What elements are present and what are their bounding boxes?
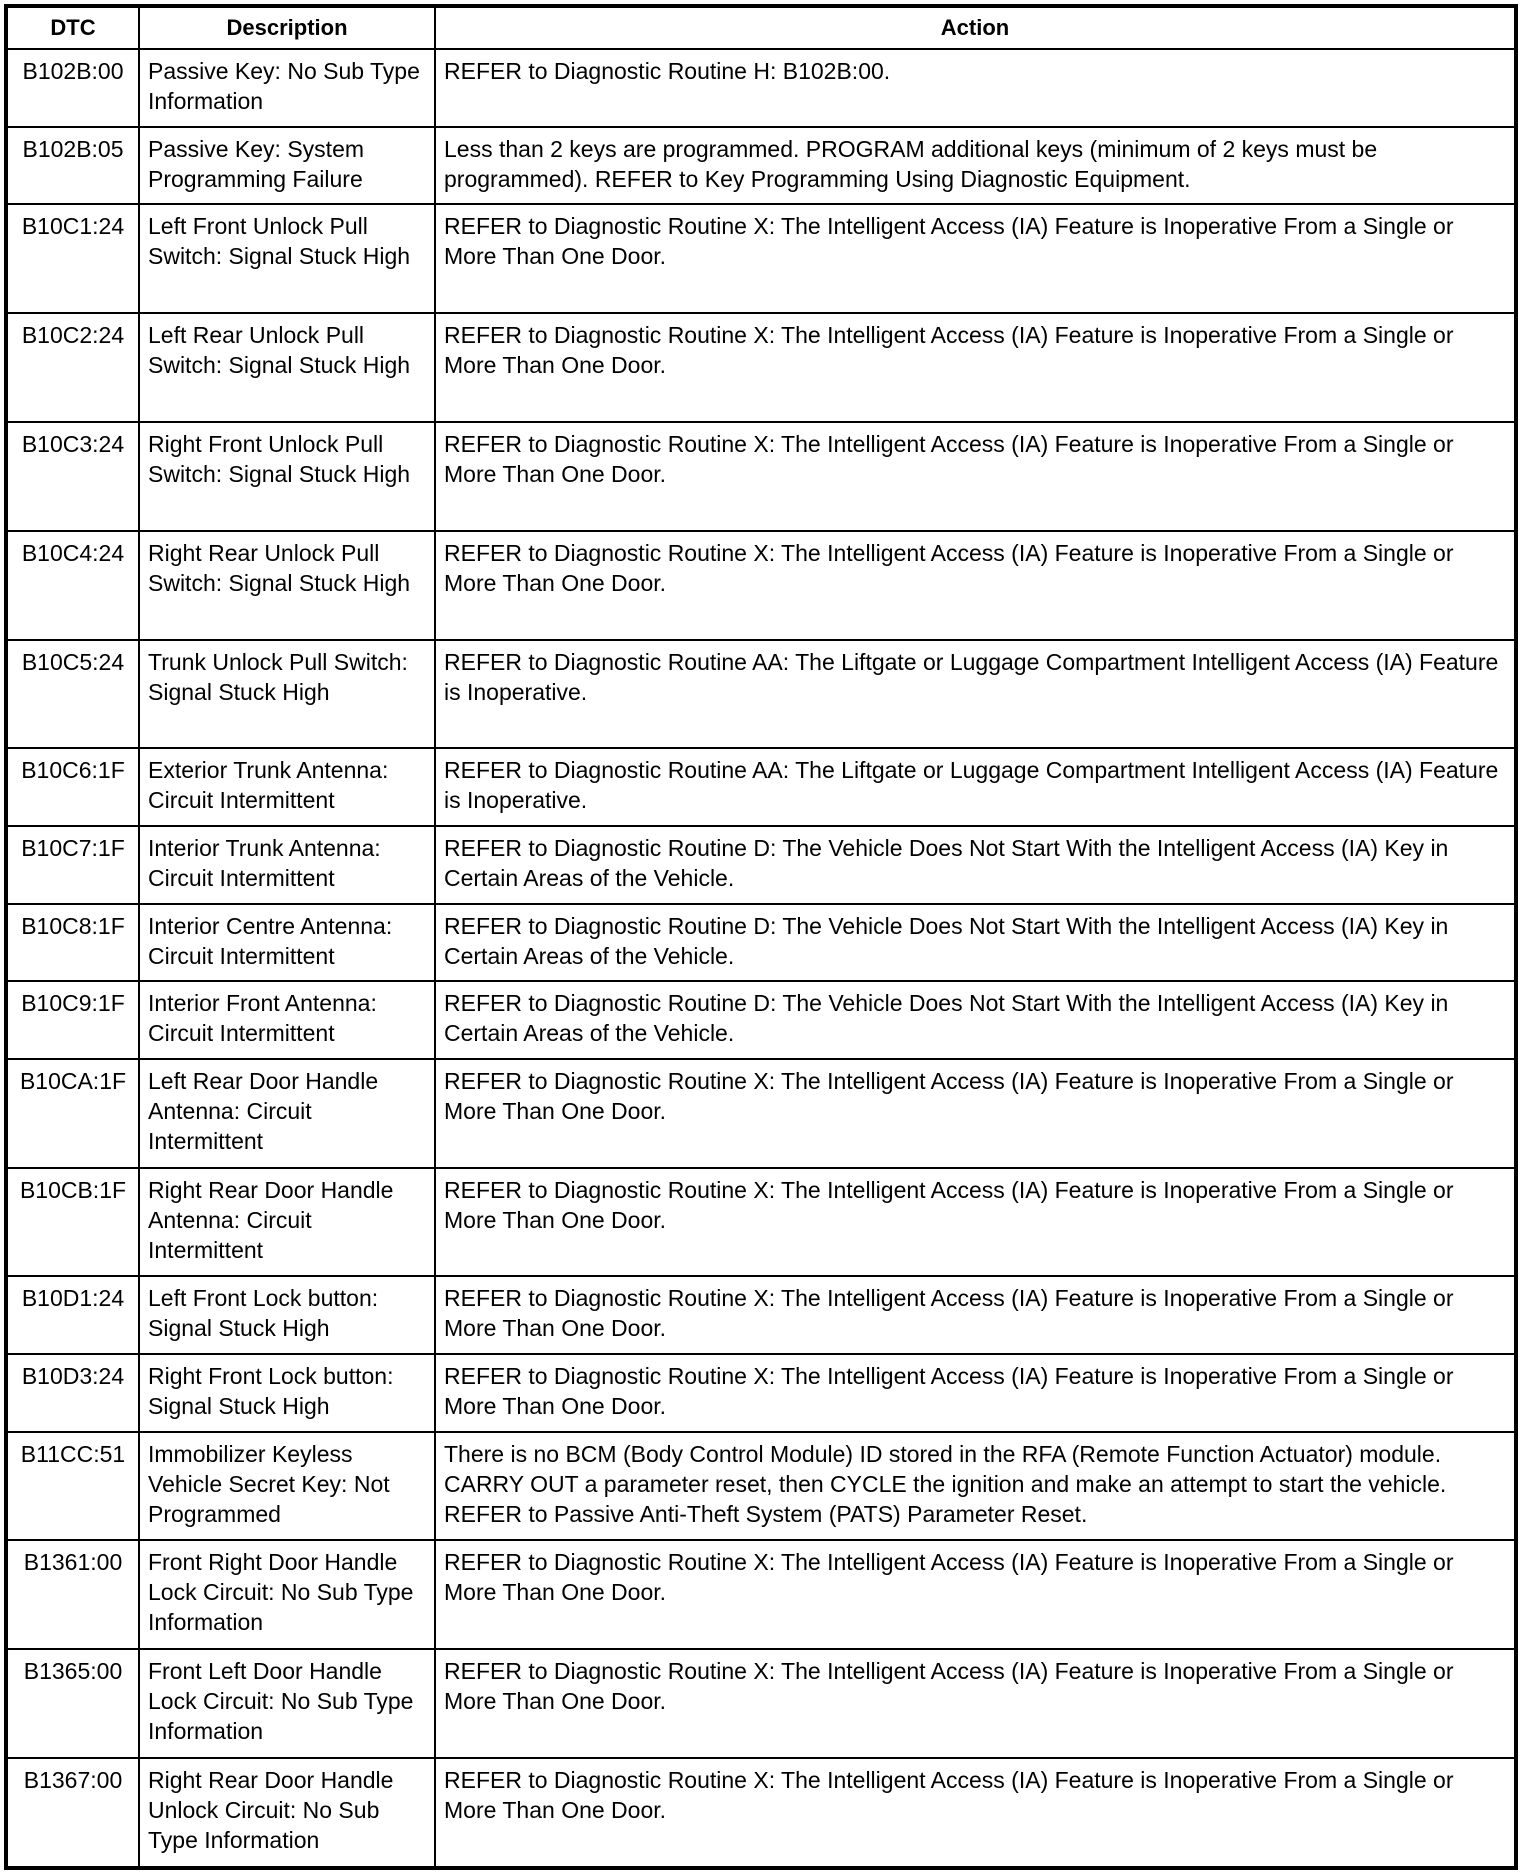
dtc-code-cell: B11CC:51 xyxy=(7,1432,139,1541)
description-cell: Right Front Unlock Pull Switch: Signal Stuck High xyxy=(139,422,435,531)
table-row xyxy=(7,49,1515,127)
table-row xyxy=(7,531,1515,640)
action-cell: REFER to Diagnostic Routine X: The Intelligent Access (IA) Feature is Inoperative From a Single or More Than One Door. xyxy=(435,1276,1515,1354)
description-cell: Exterior Trunk Antenna: Circuit Intermittent xyxy=(139,748,435,826)
table-row xyxy=(7,1758,1515,1867)
dtc-code-cell: B1367:00 xyxy=(7,1758,139,1867)
table-row xyxy=(7,904,1515,982)
dtc-code-cell: B10C1:24 xyxy=(7,204,139,313)
table-row xyxy=(7,422,1515,531)
header-action: Action xyxy=(435,7,1515,49)
action-cell: REFER to Diagnostic Routine X: The Intelligent Access (IA) Feature is Inoperative From a Single or More Than One Door. xyxy=(435,422,1515,531)
description-cell: Left Front Unlock Pull Switch: Signal Stuck High xyxy=(139,204,435,313)
description-cell: Right Rear Unlock Pull Switch: Signal Stuck High xyxy=(139,531,435,640)
dtc-code-cell: B102B:05 xyxy=(7,127,139,205)
dtc-code-cell: B10C8:1F xyxy=(7,904,139,982)
table-row xyxy=(7,640,1515,749)
action-cell: REFER to Diagnostic Routine X: The Intelligent Access (IA) Feature is Inoperative From a Single or More Than One Door. xyxy=(435,1059,1515,1168)
table-row xyxy=(7,1059,1515,1168)
description-cell: Passive Key: No Sub Type Information xyxy=(139,49,435,127)
description-cell: Right Rear Door Handle Unlock Circuit: No Sub Type Information xyxy=(139,1758,435,1867)
dtc-code-cell: B10C2:24 xyxy=(7,313,139,422)
table-body xyxy=(7,49,1515,1867)
dtc-code-cell: B10C6:1F xyxy=(7,748,139,826)
dtc-code-cell: B1365:00 xyxy=(7,1649,139,1758)
table-header-row xyxy=(7,7,1515,49)
description-cell: Front Left Door Handle Lock Circuit: No Sub Type Information xyxy=(139,1649,435,1758)
dtc-code-cell: B10C3:24 xyxy=(7,422,139,531)
description-cell: Right Rear Door Handle Antenna: Circuit Intermittent xyxy=(139,1168,435,1277)
description-cell: Passive Key: System Programming Failure xyxy=(139,127,435,205)
dtc-code-cell: B10CA:1F xyxy=(7,1059,139,1168)
dtc-code-cell: B102B:00 xyxy=(7,49,139,127)
action-cell: REFER to Diagnostic Routine H: B102B:00. xyxy=(435,49,1515,127)
dtc-code-cell: B10C4:24 xyxy=(7,531,139,640)
table-row xyxy=(7,981,1515,1059)
dtc-code-cell: B10D1:24 xyxy=(7,1276,139,1354)
action-cell: REFER to Diagnostic Routine AA: The Liftgate or Luggage Compartment Intelligent Access (IA) Feature is Inoperative. xyxy=(435,640,1515,749)
dtc-code-cell: B1361:00 xyxy=(7,1540,139,1649)
action-cell: REFER to Diagnostic Routine X: The Intelligent Access (IA) Feature is Inoperative From a Single or More Than One Door. xyxy=(435,531,1515,640)
header-dtc: DTC xyxy=(7,7,139,49)
action-cell: REFER to Diagnostic Routine D: The Vehicle Does Not Start With the Intelligent Access (IA) Key in Certain Areas of the Vehicle. xyxy=(435,981,1515,1059)
action-cell: REFER to Diagnostic Routine X: The Intelligent Access (IA) Feature is Inoperative From a Single or More Than One Door. xyxy=(435,1758,1515,1867)
description-cell: Left Front Lock button: Signal Stuck High xyxy=(139,1276,435,1354)
description-cell: Immobilizer Keyless Vehicle Secret Key: Not Programmed xyxy=(139,1432,435,1541)
table-row xyxy=(7,1276,1515,1354)
action-cell: REFER to Diagnostic Routine X: The Intelligent Access (IA) Feature is Inoperative From a Single or More Than One Door. xyxy=(435,1540,1515,1649)
action-cell: REFER to Diagnostic Routine X: The Intelligent Access (IA) Feature is Inoperative From a Single or More Than One Door. xyxy=(435,204,1515,313)
table-row xyxy=(7,1649,1515,1758)
description-cell: Trunk Unlock Pull Switch: Signal Stuck High xyxy=(139,640,435,749)
description-cell: Interior Centre Antenna: Circuit Intermittent xyxy=(139,904,435,982)
action-cell: Less than 2 keys are programmed. PROGRAM additional keys (minimum of 2 keys must be programmed). REFER to Key Programming Using Diagnostic Equipment. xyxy=(435,127,1515,205)
table-row xyxy=(7,204,1515,313)
dtc-code-cell: B10C7:1F xyxy=(7,826,139,904)
description-cell: Interior Trunk Antenna: Circuit Intermittent xyxy=(139,826,435,904)
table-row xyxy=(7,313,1515,422)
action-cell: REFER to Diagnostic Routine D: The Vehicle Does Not Start With the Intelligent Access (IA) Key in Certain Areas of the Vehicle. xyxy=(435,904,1515,982)
table-row xyxy=(7,1168,1515,1277)
dtc-code-cell: B10D3:24 xyxy=(7,1354,139,1432)
description-cell: Front Right Door Handle Lock Circuit: No Sub Type Information xyxy=(139,1540,435,1649)
table-row xyxy=(7,1540,1515,1649)
description-cell: Interior Front Antenna: Circuit Intermittent xyxy=(139,981,435,1059)
action-cell: REFER to Diagnostic Routine X: The Intelligent Access (IA) Feature is Inoperative From a Single or More Than One Door. xyxy=(435,313,1515,422)
action-cell: There is no BCM (Body Control Module) ID stored in the RFA (Remote Function Actuator) module. CARRY OUT a parameter reset, then CYCLE the ignition and make an attempt to start the vehicle. REFER to Passive Anti-Theft System (PATS) Parameter Reset. xyxy=(435,1432,1515,1541)
action-cell: REFER to Diagnostic Routine X: The Intelligent Access (IA) Feature is Inoperative From a Single or More Than One Door. xyxy=(435,1168,1515,1277)
dtc-code-cell: B10C5:24 xyxy=(7,640,139,749)
action-cell: REFER to Diagnostic Routine AA: The Liftgate or Luggage Compartment Intelligent Access (IA) Feature is Inoperative. xyxy=(435,748,1515,826)
table-row xyxy=(7,1432,1515,1541)
header-description: Description xyxy=(139,7,435,49)
dtc-table xyxy=(6,6,1516,1868)
dtc-code-cell: B10CB:1F xyxy=(7,1168,139,1277)
table-row xyxy=(7,748,1515,826)
description-cell: Left Rear Door Handle Antenna: Circuit Intermittent xyxy=(139,1059,435,1168)
table-row xyxy=(7,826,1515,904)
action-cell: REFER to Diagnostic Routine X: The Intelligent Access (IA) Feature is Inoperative From a Single or More Than One Door. xyxy=(435,1649,1515,1758)
action-cell: REFER to Diagnostic Routine X: The Intelligent Access (IA) Feature is Inoperative From a Single or More Than One Door. xyxy=(435,1354,1515,1432)
description-cell: Left Rear Unlock Pull Switch: Signal Stuck High xyxy=(139,313,435,422)
action-cell: REFER to Diagnostic Routine D: The Vehicle Does Not Start With the Intelligent Access (IA) Key in Certain Areas of the Vehicle. xyxy=(435,826,1515,904)
dtc-code-cell: B10C9:1F xyxy=(7,981,139,1059)
table-row xyxy=(7,127,1515,205)
table-row xyxy=(7,1354,1515,1432)
description-cell: Right Front Lock button: Signal Stuck High xyxy=(139,1354,435,1432)
